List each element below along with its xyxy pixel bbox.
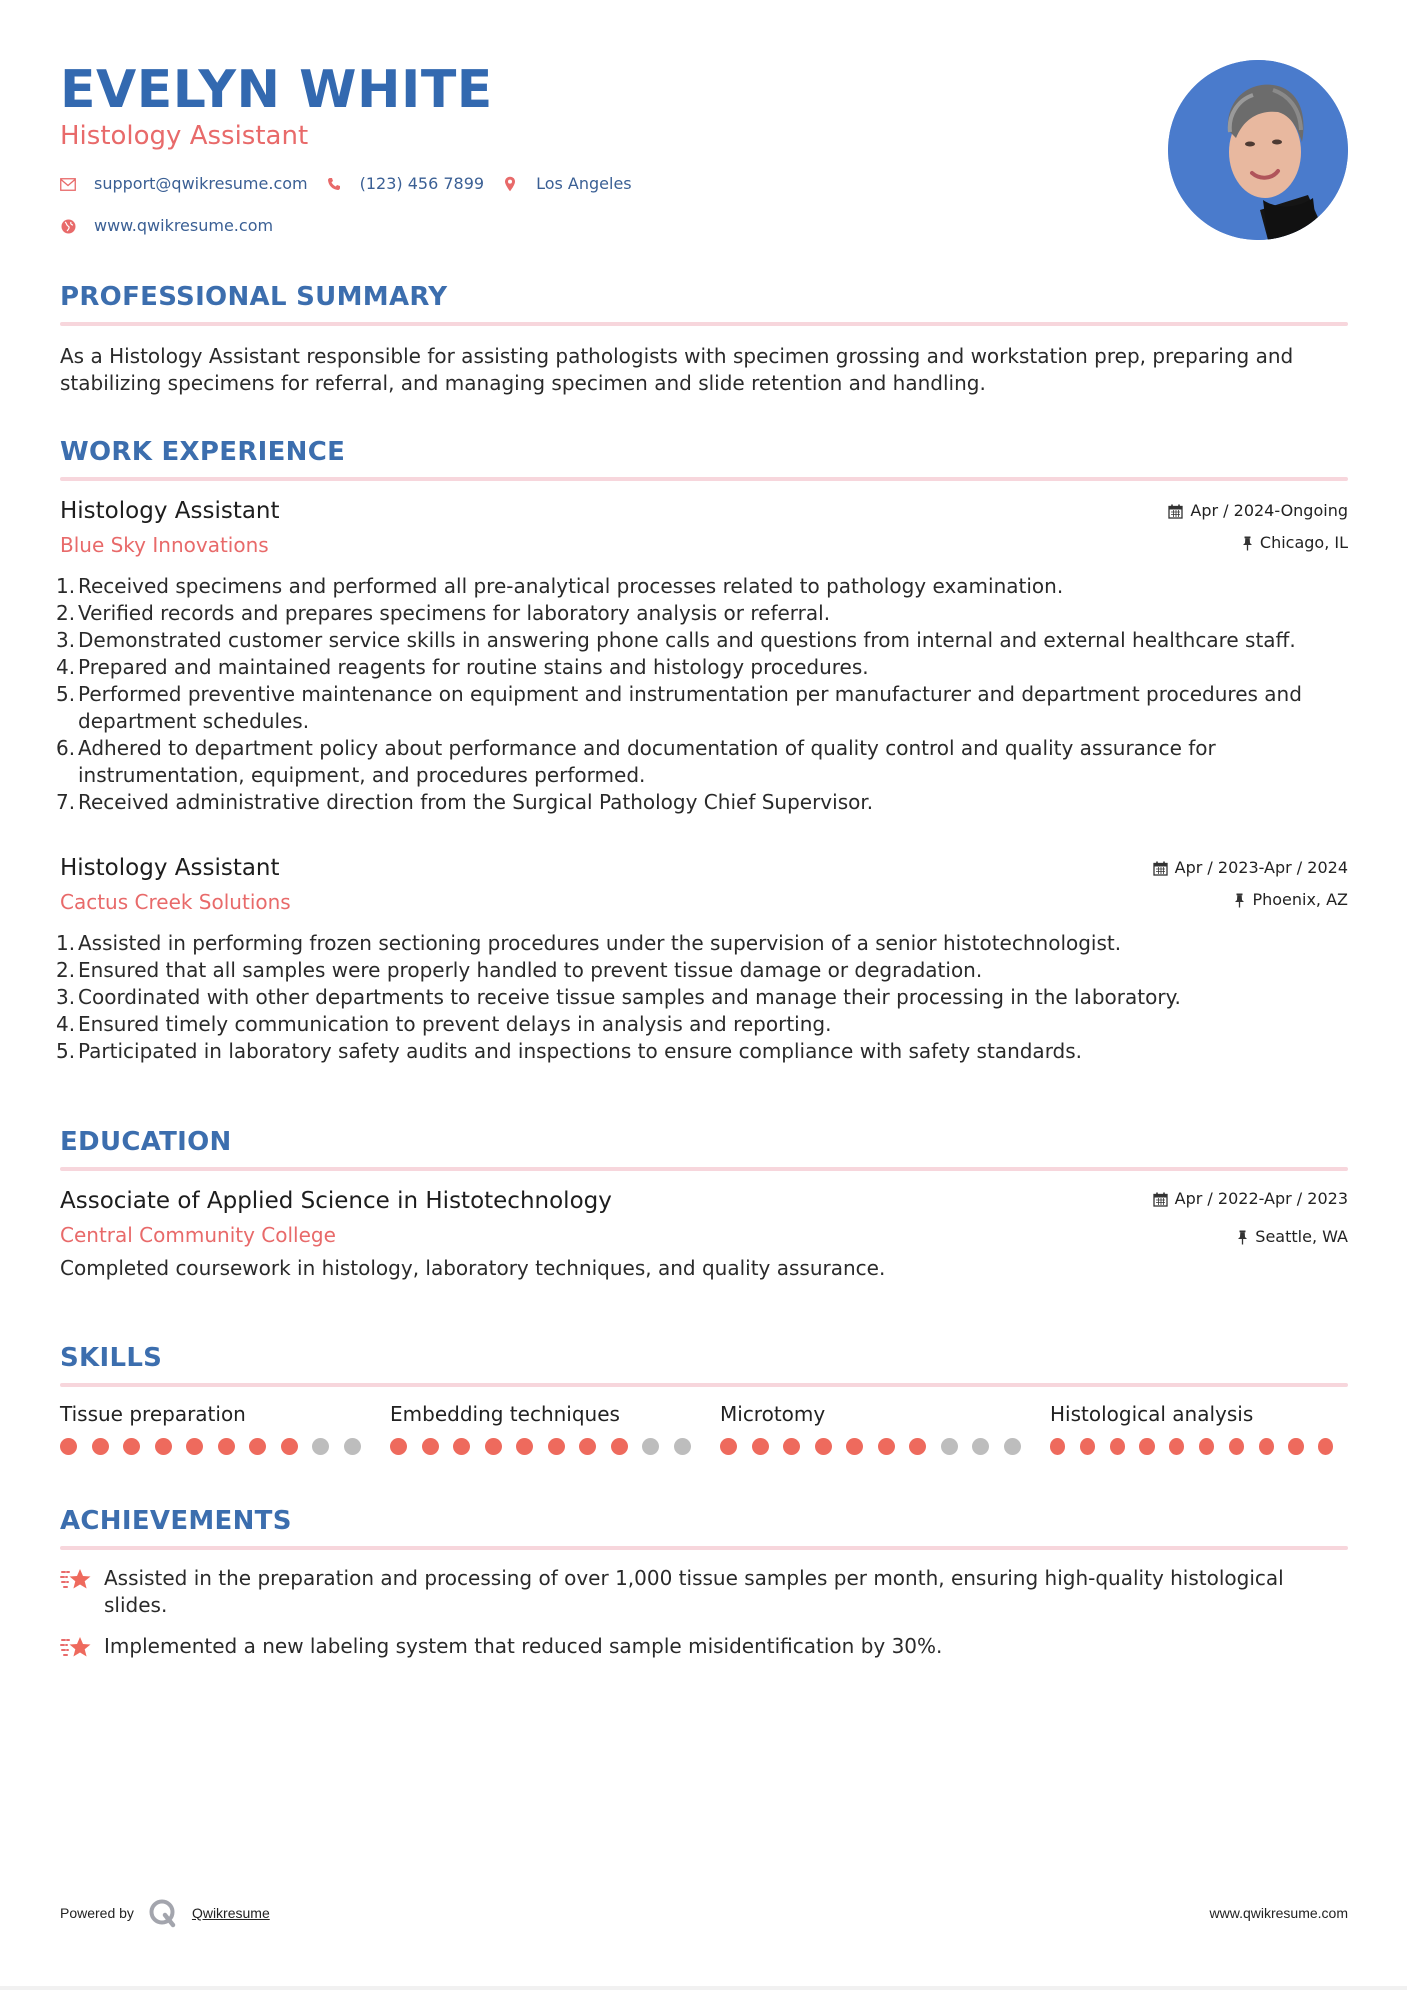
skill-item [390,1400,720,1455]
section-divider [60,322,1348,326]
achievement-text: Assisted in the preparation and processing of over 1,000 tissue samples per month, ensuring high-quality histological slides. [104,1566,1284,1617]
section-achievements-header [60,1505,1348,1550]
website-text: www.qwikresume.com [94,216,274,235]
pushpin-icon [1234,893,1245,908]
rating-dot-filled [186,1438,203,1455]
qwikresume-logo-icon [148,1898,178,1928]
shooting-star-icon [60,1565,92,1593]
rating-dot-filled [1229,1438,1244,1455]
summary-text: As a Histology Assistant responsible for assisting pathologists with specimen grossing and workstation prep, preparing and stabilizing specimens for referral, and managing specimen and slide retention and handling. [60,344,1294,395]
section-divider [60,477,1348,481]
section-divider [60,1167,1348,1171]
job-meta [1153,857,1348,911]
pushpin-icon [1237,1230,1248,1245]
contact-website[interactable] [60,214,273,238]
rating-dot-filled [1199,1438,1214,1455]
list-item: 5. Performed preventive maintenance on equipment and instrumentation per manufacturer and department procedures and department schedules. [56,682,1302,733]
shooting-star-icon [60,1633,92,1661]
rating-dot-filled [516,1438,533,1455]
duty-list [56,930,1348,1065]
rating-dot-filled [1318,1438,1333,1455]
degree-title: Associate of Applied Science in Histotechnology [60,1188,612,1214]
phone-icon [326,176,342,192]
list-item: 3. Demonstrated customer service skills in answering phone calls and questions from internal and external healthcare staff. [56,628,1296,652]
skill-item [1050,1400,1348,1455]
section-skills-header [60,1342,1348,1387]
contact-row-1 [60,172,650,196]
section-education-header [60,1126,1348,1171]
section-title-experience: WORK EXPERIENCE [60,437,346,467]
section-divider [60,1546,1348,1550]
section-experience-header [60,436,1348,481]
globe-icon [60,218,76,234]
calendar-icon [1153,861,1168,876]
calendar-icon [1153,1192,1168,1207]
rating-dot-filled [846,1438,863,1455]
footer [60,1898,1348,1928]
skill-name: Embedding techniques [390,1402,620,1426]
skill-rating [60,1438,390,1455]
duty-list [56,573,1348,816]
rating-dot-filled [1050,1438,1065,1455]
education-location: Seattle, WA [1153,1226,1348,1248]
rating-dot-filled [878,1438,895,1455]
section-divider [60,1383,1348,1387]
contact-phone[interactable] [326,172,484,196]
rating-dot-empty [642,1438,659,1455]
map-pin-icon [502,176,518,192]
achievement-item [60,1633,1348,1661]
skill-name: Microtomy [720,1402,826,1426]
achievement-list [60,1565,1348,1661]
rating-dot-filled [453,1438,470,1455]
skills-grid [60,1400,1348,1455]
job-dates: Apr / 2024-Ongoing [1168,500,1348,522]
rating-dot-empty [1004,1438,1021,1455]
achievement-text: Implemented a new labeling system that reduced sample misidentification by 30%. [104,1634,943,1658]
list-item: 3. Coordinated with other departments to receive tissue samples and manage their processing in the laboratory. [56,985,1181,1009]
rating-dot-filled [60,1438,77,1455]
resume-page [56,0,1348,1990]
job-title: Histology Assistant [60,498,280,524]
contact-row-2 [60,214,650,238]
list-item: 1. Assisted in performing frozen sectioning procedures under the supervision of a senior histotechnologist. [56,931,1122,955]
rating-dot-filled [579,1438,596,1455]
rating-dot-filled [1139,1438,1154,1455]
education-meta [1153,1188,1348,1248]
list-item: 4. Ensured timely communication to prevent delays in analysis and reporting. [56,1012,832,1036]
powered-by-label: Powered by [60,1905,134,1921]
location-text: Los Angeles [536,174,632,193]
envelope-icon [60,176,76,192]
list-item: 1. Received specimens and performed all pre-analytical processes related to pathology examination. [56,574,1064,598]
candidate-title: Histology Assistant [60,121,309,151]
rating-dot-filled [1110,1438,1125,1455]
rating-dot-filled [485,1438,502,1455]
education-dates: Apr / 2022-Apr / 2023 [1153,1188,1348,1210]
skill-item [720,1400,1050,1455]
rating-dot-filled [752,1438,769,1455]
rating-dot-empty [674,1438,691,1455]
section-title-skills: SKILLS [60,1343,163,1373]
skill-rating [1050,1438,1348,1455]
rating-dot-filled [390,1438,407,1455]
contact-info [60,172,650,238]
list-item: 4. Prepared and maintained reagents for routine stains and histology procedures. [56,655,869,679]
rating-dot-filled [249,1438,266,1455]
rating-dot-filled [909,1438,926,1455]
section-title-education: EDUCATION [60,1127,232,1157]
contact-email[interactable] [60,172,308,196]
rating-dot-filled [1080,1438,1095,1455]
list-item: 7. Received administrative direction from the Surgical Pathology Chief Supervisor. [56,790,874,814]
page-bottom-edge [0,1986,1407,1990]
rating-dot-filled [1259,1438,1274,1455]
list-item: 2. Verified records and prepares specimens for laboratory analysis or referral. [56,601,831,625]
rating-dot-empty [312,1438,329,1455]
skill-rating [720,1438,1050,1455]
rating-dot-empty [344,1438,361,1455]
job-location: Chicago, IL [1168,532,1348,554]
candidate-name: EVELYN WHITE [60,60,493,120]
achievement-item [60,1565,1348,1619]
school-name: Central Community College [60,1223,336,1247]
rating-dot-filled [281,1438,298,1455]
rating-dot-filled [815,1438,832,1455]
job-dates: Apr / 2023-Apr / 2024 [1153,857,1348,879]
profile-photo [1168,60,1348,240]
email-text: support@qwikresume.com [94,174,308,193]
rating-dot-filled [155,1438,172,1455]
job-company: Cactus Creek Solutions [60,890,291,914]
section-title-achievements: ACHIEVEMENTS [60,1506,292,1536]
skill-name: Tissue preparation [60,1402,246,1426]
rating-dot-filled [783,1438,800,1455]
job-company: Blue Sky Innovations [60,533,269,557]
footer-website[interactable]: www.qwikresume.com [1209,1905,1348,1921]
contact-location [502,172,632,196]
education-description: Completed coursework in histology, laboratory techniques, and quality assurance. [60,1256,886,1280]
rating-dot-filled [720,1438,737,1455]
rating-dot-filled [92,1438,109,1455]
job-title: Histology Assistant [60,855,280,881]
phone-text: (123) 456 7899 [359,174,485,193]
rating-dot-filled [1169,1438,1184,1455]
calendar-icon [1168,504,1183,519]
rating-dot-filled [422,1438,439,1455]
skill-name: Histological analysis [1050,1402,1254,1426]
job-meta [1168,500,1348,554]
rating-dot-filled [611,1438,628,1455]
rating-dot-empty [941,1438,958,1455]
section-title-summary: PROFESSIONAL SUMMARY [60,282,448,312]
rating-dot-filled [123,1438,140,1455]
section-summary-header [60,281,1348,326]
skill-rating [390,1438,720,1455]
job-entry-2 [56,853,1348,1065]
education-entry [60,1186,1348,1282]
list-item: 5. Participated in laboratory safety audits and inspections to ensure compliance with safety standards. [56,1039,1083,1063]
skill-item [60,1400,390,1455]
rating-dot-empty [972,1438,989,1455]
pushpin-icon [1242,536,1253,551]
job-location: Phoenix, AZ [1153,889,1348,911]
rating-dot-filled [218,1438,235,1455]
list-item: 6. Adhered to department policy about performance and documentation of quality control and quality assurance for instrumentation, equipment, and procedures performed. [56,736,1216,787]
rating-dot-filled [1288,1438,1303,1455]
qwikresume-link[interactable]: Qwikresume [191,1905,270,1921]
rating-dot-filled [548,1438,565,1455]
list-item: 2. Ensured that all samples were properly handled to prevent tissue damage or degradation. [56,958,983,982]
job-entry-1 [56,496,1348,816]
